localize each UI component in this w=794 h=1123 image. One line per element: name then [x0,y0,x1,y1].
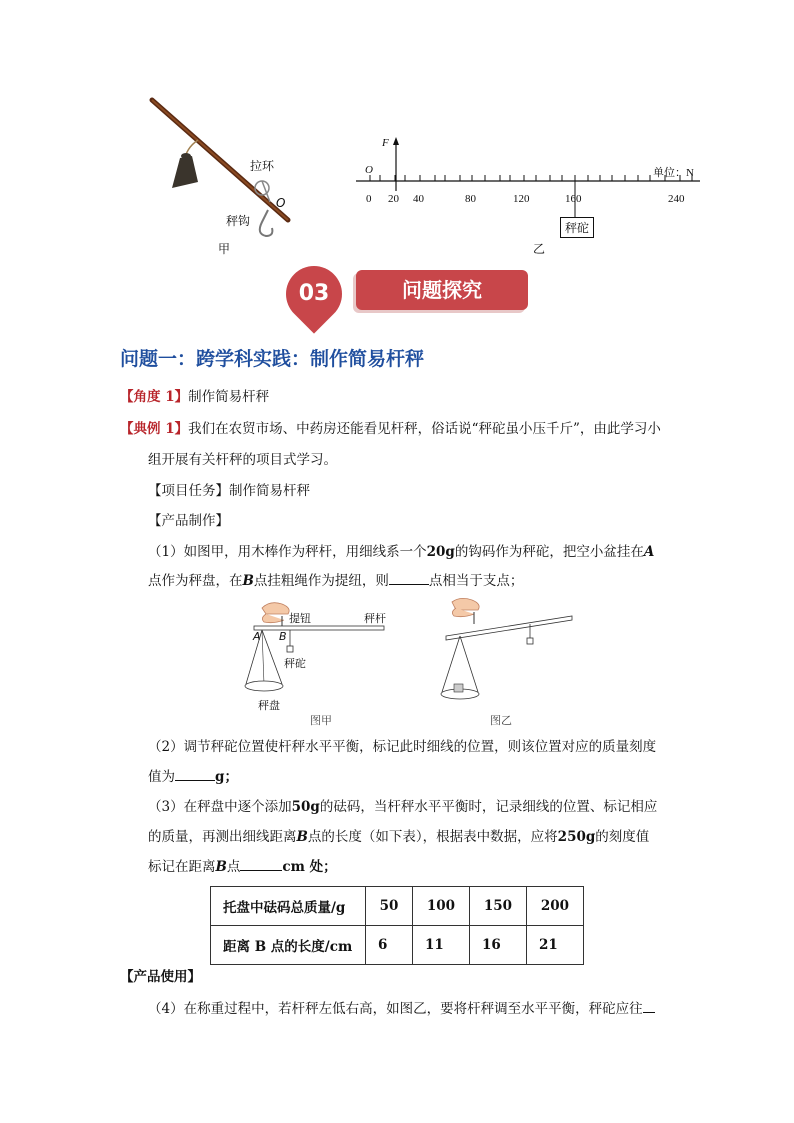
label-tuo-mid: 秤砣 [284,657,306,670]
steelyard-diagram-yi [430,598,590,708]
table-cell: 托盘中砝码总质量/g [211,887,366,926]
label-pull-ring: 拉环 [250,159,275,173]
weight-box: 秤砣 [560,217,594,238]
example-line-1 [120,420,661,438]
table-cell: 200 [526,887,583,926]
label-ganc: 秤杆 [364,612,386,625]
label-pan-mid: 秤盘 [258,699,280,712]
tick-40: 40 [413,193,424,205]
table-cell: 16 [469,926,526,965]
label-unit: 单位：N [653,167,694,179]
example-line-2: 组开展有关杆秤的项目式学习。 [148,452,337,468]
label-tinu: 提钮 [289,612,311,625]
product-use-line: 【产品使用】 [120,969,201,985]
q1-text-a: （1）如图甲，用木棒作为秤杆，用细线系一个 [148,544,427,560]
caption-jia-top: 甲 [218,242,231,256]
q2-line-1: （2）调节秤砣位置使杆秤水平平衡，标记此时细线的位置，则该位置对应的质量刻度 [148,739,657,755]
caption-fig-jia: 图甲 [310,714,332,727]
q1-text-e: 点相当于支点； [428,573,524,589]
q3-mass-50: 50g [291,799,320,815]
table-cell: 11 [412,926,469,965]
q3-point-b: B [296,829,308,845]
q3-line-2 [148,828,649,846]
angle-tag: 【角度 1】 [120,389,189,405]
label-B-mid: B [279,630,287,643]
q1-text-d: 点挂粗绳作为提纽，则 [253,573,389,589]
q1-text-b: 的钩码作为秤砣，把空小盆挂在 [454,544,644,560]
q4-line [148,1000,655,1018]
q3-text-b: 的砝码，当杆秤水平平衡时，记录细线的位置、标记相应 [319,799,658,815]
q3-text-g: 点 [226,859,241,875]
label-A-mid: A [253,630,261,643]
product-make-line: 【产品制作】 [148,513,229,529]
tick-80: 80 [465,193,476,205]
q2-text-a: 值为 [148,769,175,785]
caption-yi-top: 乙 [533,242,546,256]
q3-text-c: 的质量，再测出细线距离 [148,829,297,845]
table-cell: 50 [366,887,413,926]
angle-text: 制作简易杆秤 [188,389,270,405]
tick-160: 160 [565,193,582,205]
angle-line [120,388,269,406]
q3-text-e: 的刻度值 [595,829,650,845]
example-text-1: 我们在农贸市场、中药房还能看见杆秤，俗话说“秤砣虽小压千斤”，由此学习小 [188,421,661,437]
label-hook: 秤钩 [226,214,251,228]
table-row [211,926,584,965]
q3-text-f: 标记在距离 [148,859,216,875]
label-F: F [382,137,389,149]
table-row [211,887,584,926]
q3-text-h: cm 处； [282,859,337,875]
table-cell: 6 [366,926,413,965]
q3-point-b-2: B [215,859,227,875]
q4-text: （4）在称重过程中，若杆秤左低右高，如图乙，要将杆秤调至水平平衡，秤砣应往 [148,1001,643,1017]
table-cell: 100 [412,887,469,926]
q1-text-c: 点作为秤盘，在 [148,573,243,589]
tick-20: 20 [388,193,399,205]
q1-answer-blank[interactable] [389,584,429,585]
question-heading: 问题一：跨学科实践：制作简易杆秤 [120,348,425,370]
example-tag: 【典例 1】 [120,421,189,437]
q3-text-d: 点的长度（如下表），根据表中数据，应将 [307,829,558,845]
q1-line-2 [148,572,523,590]
figure-jia [140,92,320,262]
label-O-jia: O [276,196,286,210]
label-O-yi: O [365,164,373,176]
q3-answer-blank[interactable] [240,870,282,871]
tick-120: 120 [513,193,530,205]
q1-point-b: B [242,573,254,589]
scale-ruler [350,135,710,235]
figure-yi-scale [350,135,710,235]
figure-steelyard-yi [430,598,590,708]
section-number: 03 [298,281,330,306]
q3-text-a: （3）在秤盘中逐个添加 [148,799,292,815]
table-cell: 150 [469,887,526,926]
data-table [210,886,584,965]
q2-text-b: g； [215,769,238,785]
section-number-badge [274,254,353,333]
caption-fig-yi: 图乙 [490,714,512,727]
q1-point-a: A [643,544,655,560]
q2-line-2 [148,768,238,786]
steelyard-photo [140,92,320,262]
q3-line-1 [148,798,657,816]
q1-mass: 20g [426,544,455,560]
task-line: 【项目任务】制作简易杆秤 [148,483,310,499]
table-cell: 距离 B 点的长度/cm [211,926,366,965]
q4-answer-blank[interactable] [643,1012,655,1013]
table-cell: 21 [526,926,583,965]
q3-line-3 [148,858,337,876]
q1-line-1 [148,543,654,561]
section-title-banner [356,270,528,310]
tick-0: 0 [366,193,372,205]
section-title: 问题探究 [402,278,482,302]
q3-mass-250: 250g [557,829,596,845]
tick-240: 240 [668,193,685,205]
q2-answer-blank[interactable] [175,780,215,781]
